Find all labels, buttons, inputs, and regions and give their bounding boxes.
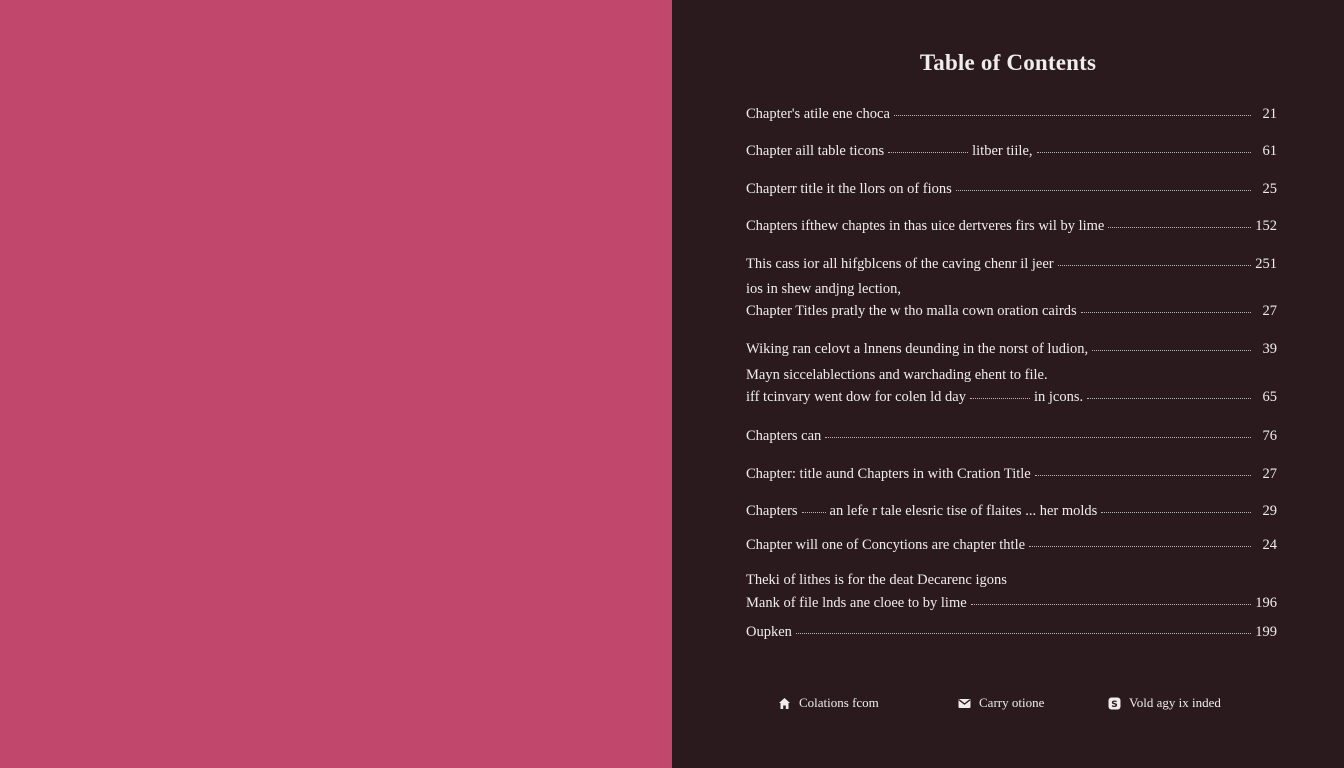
toc-entry[interactable] <box>746 217 1277 239</box>
toc-entry-label: Chapter aill table ticons <box>746 143 885 159</box>
dot-leader <box>894 103 1251 116</box>
home-icon <box>778 697 791 710</box>
toc-entry[interactable] <box>746 180 1277 202</box>
toc-entry-page: 61 <box>1262 143 1277 159</box>
toc-entry-page: 21 <box>1262 106 1277 122</box>
toc-entry[interactable] <box>746 594 1277 616</box>
toc-entry-label: Chapter's atile ene choca <box>746 106 890 122</box>
toc-entry[interactable] <box>746 465 1277 487</box>
toc-entry[interactable] <box>746 142 1277 164</box>
toc-entry-page: 152 <box>1255 218 1277 234</box>
footer-item-label: Colations fcom <box>799 695 879 710</box>
dot-leader <box>956 178 1251 191</box>
dot-leader <box>888 140 968 153</box>
dot-leader <box>1029 534 1251 547</box>
s-badge-icon <box>1108 697 1121 710</box>
toc-entry-label: Chapter: title aund Chapters in with Cration Title <box>746 466 1031 482</box>
dot-leader <box>802 500 826 513</box>
toc-entry[interactable] <box>746 427 1277 449</box>
footer-item-label: Vold agy ix inded <box>1129 695 1221 710</box>
toc-entry-label: Mank of file lnds ane cloee to by lime <box>746 595 967 611</box>
toc-title: Table of Contents <box>919 50 1097 75</box>
toc-entry-middle: an lefe r tale elesric tise of flaites ... her molds <box>829 503 1098 519</box>
footer-item-colations[interactable] <box>778 692 879 714</box>
toc-entry-label: iff tcinvary went dow for colen ld day <box>746 389 966 405</box>
dot-leader <box>970 386 1030 399</box>
toc-entry-page: 25 <box>1262 181 1277 197</box>
dot-leader <box>1037 140 1251 153</box>
toc-entry-label: Chapter Titles pratly the w tho malla cown oration cairds <box>746 303 1077 319</box>
toc-entry-middle: in jcons. <box>1034 389 1084 405</box>
toc-entry-label: Chapter will one of Concytions are chapter thtle <box>746 537 1026 553</box>
toc-entry[interactable] <box>746 105 1277 127</box>
dot-leader <box>1108 215 1251 228</box>
toc-entry[interactable] <box>746 255 1277 277</box>
toc-entry-label: Chapters ifthew chaptes in thas uice dertveres firs wil by lime <box>746 218 1105 234</box>
toc-entry-page: 196 <box>1255 595 1277 611</box>
toc-entry-page: 65 <box>1262 389 1277 405</box>
toc-entry-label: This cass ior all hifgblcens of the caving chenr il jeer <box>746 256 1054 272</box>
toc-entry[interactable] <box>746 536 1277 558</box>
toc-page <box>672 0 1344 768</box>
toc-text-line: ios in shew andjng lection, <box>746 281 902 297</box>
footer-item-label: Carry otione <box>979 695 1045 710</box>
dot-leader <box>1092 338 1251 351</box>
toc-text-line: Mayn siccelablections and warchading ehent to file. <box>746 367 1048 383</box>
toc-entry-page: 29 <box>1262 503 1277 519</box>
toc-entry-page: 251 <box>1255 256 1277 272</box>
svg-text:S: S <box>1111 699 1118 710</box>
dot-leader <box>1058 253 1251 266</box>
toc-entry-label: Chapters <box>746 503 798 519</box>
toc-text-line: Theki of lithes is for the deat Decarenc igons <box>746 572 1007 588</box>
dot-leader <box>1035 463 1251 476</box>
toc-entry-middle: litber tiile, <box>972 143 1033 159</box>
toc-entry-label: Oupken <box>746 624 792 640</box>
toc-entry-page: 24 <box>1262 537 1277 553</box>
toc-entry-page: 199 <box>1255 624 1277 640</box>
mail-icon <box>958 697 971 710</box>
toc-entry-page: 39 <box>1262 341 1277 357</box>
toc-entry-label: Chapters can <box>746 428 822 444</box>
toc-entry[interactable] <box>746 340 1277 362</box>
dot-leader <box>1081 300 1251 313</box>
toc-entry-label: Wiking ran celovt a lnnens deunding in the norst of ludion, <box>746 341 1089 357</box>
toc-entry[interactable] <box>746 502 1277 524</box>
dot-leader <box>971 592 1251 605</box>
dot-leader <box>1087 386 1251 399</box>
toc-entry-page: 27 <box>1262 466 1277 482</box>
toc-entry-label: Chapterr title it the llors on of fions <box>746 181 952 197</box>
toc-entry-page: 76 <box>1262 428 1277 444</box>
footer-item-carry[interactable] <box>958 692 1044 714</box>
footer-item-vold[interactable] <box>1108 692 1221 714</box>
dot-leader <box>1101 500 1251 513</box>
toc-entry[interactable] <box>746 302 1277 324</box>
dot-leader <box>825 425 1251 438</box>
toc-entry[interactable] <box>746 388 1277 410</box>
toc-entry-page: 27 <box>1262 303 1277 319</box>
toc-entry[interactable] <box>746 623 1277 645</box>
dot-leader <box>796 621 1251 634</box>
